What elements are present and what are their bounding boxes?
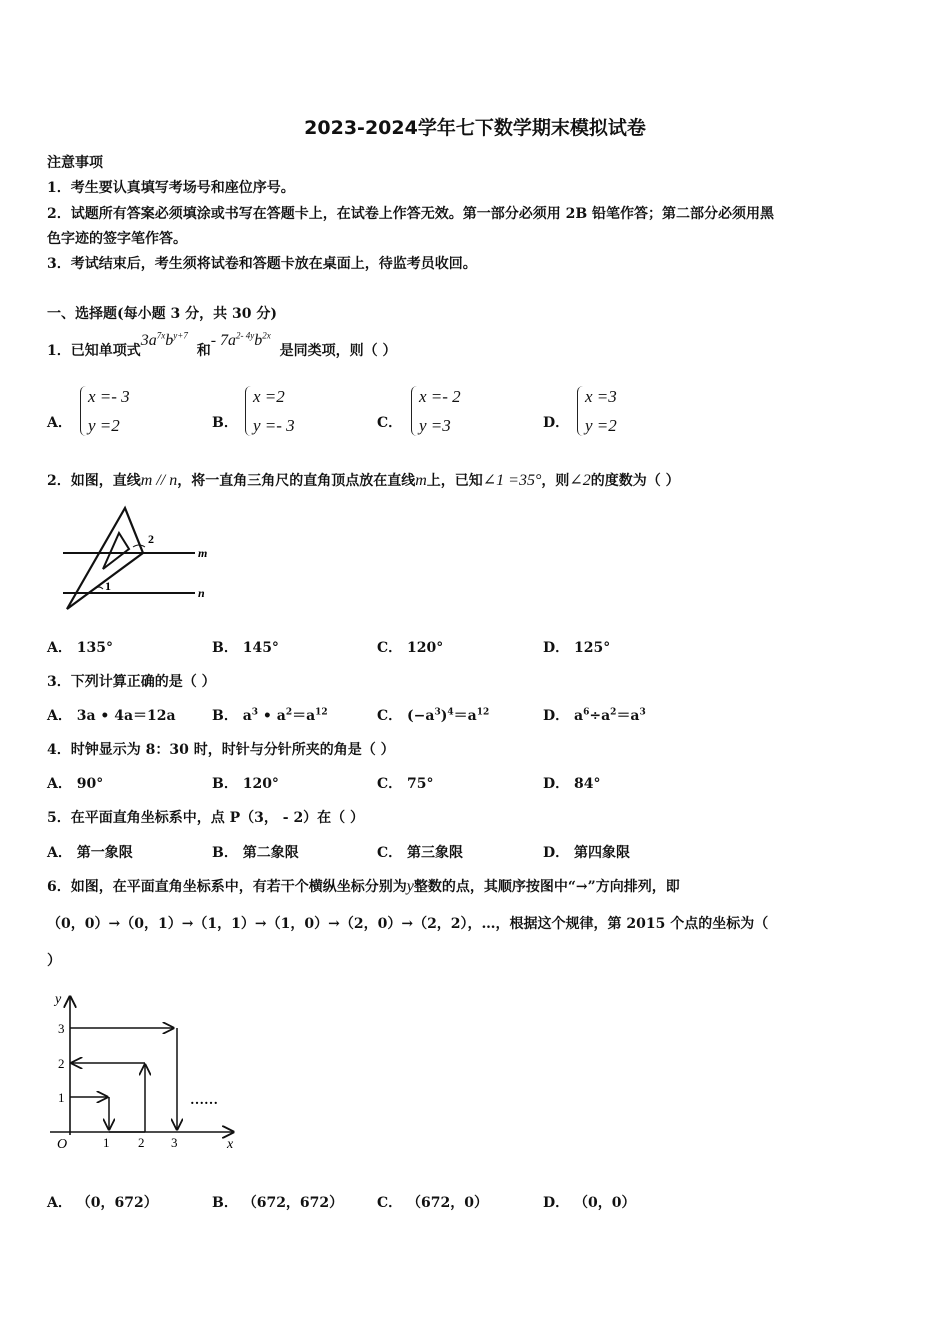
q4-option-b[interactable]: B． 120° xyxy=(212,776,279,792)
x-tick-1: 1 xyxy=(103,1135,110,1150)
label-2: 2 xyxy=(148,532,154,546)
origin-label: O xyxy=(57,1137,68,1152)
page-title: 2023-2024学年七下数学期末模拟试卷 xyxy=(304,117,646,139)
q5-option-b[interactable]: B． 第二象限 xyxy=(212,845,299,861)
brace-icon xyxy=(245,386,252,436)
q5-stem: 5．在平面直角坐标系中，点 P（3， - 2）在（ ） xyxy=(47,810,365,826)
q6-option-d[interactable]: D． （0，0） xyxy=(543,1195,636,1211)
y-tick-2: 2 xyxy=(58,1056,65,1071)
notice-line-2b: 色字迹的签字笔作答。 xyxy=(47,231,187,247)
notice-heading: 注意事项 xyxy=(47,155,103,171)
x-tick-3: 3 xyxy=(171,1135,178,1150)
q6-line-3: ） xyxy=(47,953,61,969)
label-1: 1 xyxy=(105,579,111,593)
q1-stem xyxy=(47,330,397,360)
section-heading: 一、选择题(每小题 3 分，共 30 分) xyxy=(47,306,277,322)
label-n: n xyxy=(198,586,205,600)
q3-option-c[interactable]: C． $(-a^3)^4=a^{12}$ xyxy=(377,707,490,724)
brace-icon xyxy=(577,386,584,436)
q4-option-c[interactable]: C． 75° xyxy=(377,776,434,792)
q6-option-c[interactable]: C． （672，0） xyxy=(377,1195,488,1211)
q2-option-a[interactable]: A． 135° xyxy=(47,640,113,656)
x-tick-2: 2 xyxy=(138,1135,145,1150)
q6-figure xyxy=(45,985,245,1155)
q1-monomial-2: - $7a^{2- 4y}b^{2x}$ xyxy=(210,330,271,349)
q1-prefix: 1．已知单项式 xyxy=(47,343,141,359)
brace-icon xyxy=(411,386,418,436)
q6-line-2: （0，0）→（0，1）→（1，1）→（1，0）→（2，0）→（2，2），…，根据这个规律，第 2015 个点的坐标为（ xyxy=(47,916,769,932)
notice-line-2a: 2．试题所有答案必须填涂或书写在答题卡上，在试卷上作答无效。第一部分必须用 2B 铅笔作答；第二部分必须用黑 xyxy=(47,206,775,222)
q2-option-c[interactable]: C． 120° xyxy=(377,640,444,656)
q6-option-b[interactable]: B． （672，672） xyxy=(212,1195,344,1211)
label-m: m xyxy=(198,546,208,560)
q6-option-a[interactable]: A． （0，672） xyxy=(47,1195,158,1211)
x-label: x xyxy=(227,1137,234,1152)
q4-option-a[interactable]: A． 90° xyxy=(47,776,104,792)
q5-option-c[interactable]: C． 第三象限 xyxy=(377,845,464,861)
continuation-dots: …… xyxy=(190,1093,218,1108)
q2-option-d[interactable]: D． 125° xyxy=(543,640,611,656)
q1-and: 和 xyxy=(196,343,211,359)
q5-option-d[interactable]: D． 第四象限 xyxy=(543,845,631,861)
y-label: y xyxy=(55,992,62,1007)
y-tick-1: 1 xyxy=(58,1090,65,1105)
notice-line-3: 3．考试结束后，考生须将试卷和答题卡放在桌面上，待监考员收回。 xyxy=(47,256,477,272)
brace-icon xyxy=(80,386,87,436)
q6-line-1: 6．如图，在平面直角坐标系中，有若干个横纵坐标分别为y整数的点，其顺序按图中“→”方向排列，即 xyxy=(47,878,680,895)
q2-stem: 2．如图，直线m // n，将一直角三角尺的直角顶点放在直线m上，已知∠1 =35°，则∠2的度数为（ ） xyxy=(47,472,680,489)
y-tick-3: 3 xyxy=(58,1021,65,1036)
q4-stem: 4．时钟显示为 8：30 时，时针与分针所夹的角是（ ） xyxy=(47,742,395,758)
q3-option-a[interactable]: A． 3a • 4a＝12a xyxy=(47,708,176,724)
angle-2-arc xyxy=(133,545,145,547)
q1-monomial-1: $3a^{7x}b^{y+7}$ xyxy=(140,330,188,349)
notice-line-1: 1．考生要认真填写考场号和座位序号。 xyxy=(47,180,295,196)
q3-stem: 3．下列计算正确的是（ ） xyxy=(47,674,216,690)
q3-option-b[interactable]: B． $a^3$ • $a^2=a^{12}$ xyxy=(212,707,328,724)
q4-option-d[interactable]: D． 84° xyxy=(543,776,601,792)
q5-option-a[interactable]: A． 第一象限 xyxy=(47,845,133,861)
q1-suffix: 是同类项，则（ ） xyxy=(279,343,397,359)
q2-option-b[interactable]: B． 145° xyxy=(212,640,279,656)
q2-figure xyxy=(55,505,215,615)
q3-option-d[interactable]: D． $a^6\div a^2=a^3$ xyxy=(543,707,646,724)
